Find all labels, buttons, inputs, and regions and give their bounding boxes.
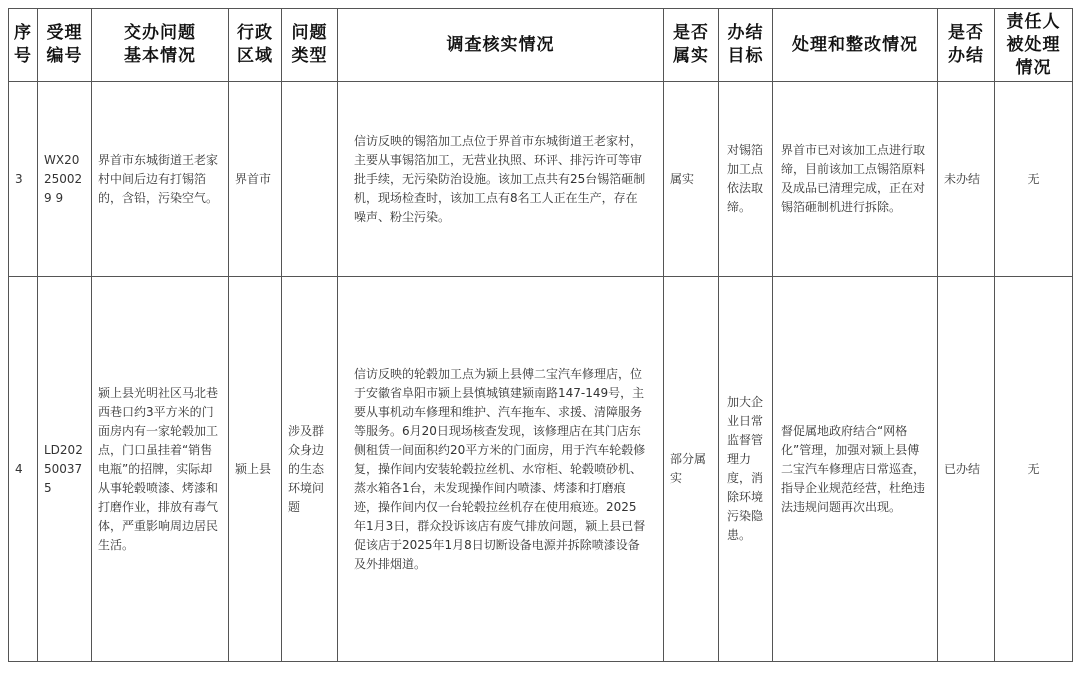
cell-completed: 未办结: [938, 82, 995, 277]
header-handling: 处理和整改情况: [773, 9, 938, 82]
cell-goal: 加大企业日常监督管理力度，消除环境污染隐患。: [719, 277, 773, 662]
cell-region: 颍上县: [229, 277, 282, 662]
cell-goal: 对锡箔加工点依法取缔。: [719, 82, 773, 277]
cell-verified: 部分属实: [664, 277, 719, 662]
cell-investigation: 信访反映的轮毂加工点为颍上县傅二宝汽车修理店，位于安徽省阜阳市颍上县慎城镇建颍南路147-149号，主要从事机动车修理和维护、汽车拖车、求援、清障服务等服务。6月20日现场核查发现，该修理店在其门店东侧租赁一间面积约20平方米的门面房，用于汽车轮毂修复，操作间内安装轮毂拉丝机、水帘柜、轮毂喷砂机、蒸水箱各1台，未发现操作间内喷漆、烤漆和打磨痕迹，操作间内仅一台轮毂拉丝机存在使用痕迹。2025年1月3日，群众投诉该店有废气排放问题，颍上县已督促该店于2025年1月8日切断设备电源并拆除喷漆设备及外排烟道。: [338, 277, 664, 662]
case-table: [8, 8, 1073, 662]
header-accept-no: 受理编号: [38, 9, 92, 82]
header-investigation: 调查核实情况: [338, 9, 664, 82]
header-seq: 序号: [9, 9, 38, 82]
header-issue: 交办问题基本情况: [92, 9, 229, 82]
cell-handling: 督促属地政府结合“网格化”管理，加强对颍上县傅二宝汽车修理店日常巡查，指导企业规范经营，杜绝违法违规问题再次出现。: [773, 277, 938, 662]
cell-accountability: 无: [995, 277, 1073, 662]
cell-completed: 已办结: [938, 277, 995, 662]
header-row: [9, 9, 1073, 82]
cell-accept-no: WX20250029 9: [38, 82, 92, 277]
header-type: 问题类型: [282, 9, 338, 82]
header-completed: 是否办结: [938, 9, 995, 82]
cell-region: 界首市: [229, 82, 282, 277]
cell-verified: 属实: [664, 82, 719, 277]
cell-type: 涉及群众身边的生态环境问题: [282, 277, 338, 662]
cell-issue: 界首市东城街道王老家村中间后边有打锡箔的，含铅，污染空气。: [92, 82, 229, 277]
cell-seq: 4: [9, 277, 38, 662]
cell-issue: 颍上县光明社区马北巷西巷口约3平方米的门面房内有一家轮毂加工点，门口虽挂着“销售电瓶”的招牌，实际却从事轮毂喷漆、烤漆和打磨作业，排放有毒气体，严重影响周边居民生活。: [92, 277, 229, 662]
cell-type: [282, 82, 338, 277]
header-accountability: 责任人被处理情况: [995, 9, 1073, 82]
cell-seq: 3: [9, 82, 38, 277]
header-goal: 办结目标: [719, 9, 773, 82]
table-row: [9, 82, 1073, 277]
header-region: 行政区域: [229, 9, 282, 82]
cell-handling: 界首市已对该加工点进行取缔，目前该加工点锡箔原料及成品已清理完成，正在对锡箔砸制机进行拆除。: [773, 82, 938, 277]
cell-accept-no: LD20250037 5: [38, 277, 92, 662]
cell-accountability: 无: [995, 82, 1073, 277]
header-verified: 是否属实: [664, 9, 719, 82]
table-row: [9, 277, 1073, 662]
cell-investigation: 信访反映的锡箔加工点位于界首市东城街道王老家村，主要从事锡箔加工，无营业执照、环评、排污许可等审批手续，无污染防治设施。该加工点共有25台锡箔砸制机，现场检查时，该加工点有8名工人正在生产，存在噪声、粉尘污染。: [338, 82, 664, 277]
